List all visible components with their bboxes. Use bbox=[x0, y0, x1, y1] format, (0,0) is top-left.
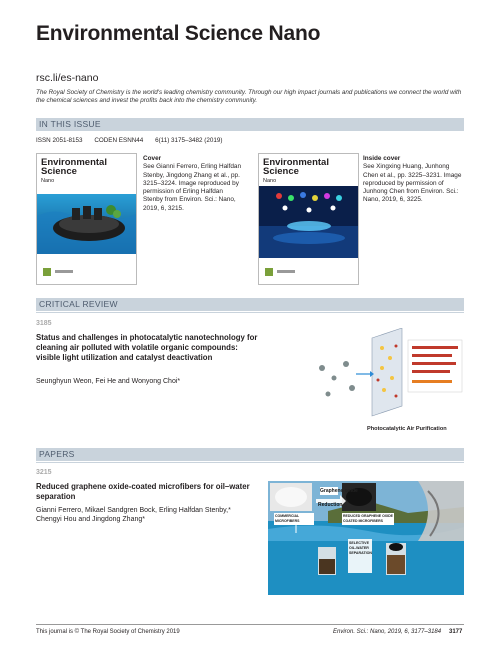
papers-label: PAPERS bbox=[39, 449, 75, 459]
divider bbox=[36, 462, 464, 463]
coden: CODEN ESNN44 bbox=[94, 137, 144, 144]
footer-page-number: 3177 bbox=[449, 629, 463, 635]
fig-label-separation: SELECTIVE OIL-WATER SEPARATION bbox=[349, 541, 373, 555]
critical-review-label: CRITICAL REVIEW bbox=[39, 299, 118, 309]
footer-citation: Environ. Sci.: Nano, 2019, 6, 3177–3184 bbox=[333, 629, 442, 635]
review-authors: Seunghyun Weon, Fei He and Wonyong Choi* bbox=[36, 378, 181, 385]
cover-art bbox=[37, 186, 136, 284]
photocatalysis-figure bbox=[312, 328, 464, 428]
front-cover-image[interactable] bbox=[36, 153, 137, 285]
footer-copyright: This journal is © The Royal Society of Chemistry 2019 bbox=[36, 629, 180, 635]
paper-authors: Gianni Ferrero, Mikael Sandgren Bock, Erling Halfdan Stenby,* Chengyi Hou and Jingdong Zhang* bbox=[36, 507, 231, 523]
review-title[interactable]: Status and challenges in photocatalytic nanotechnology for cleaning air polluted with volatile organic compounds: visible light utilization and catalyst deactivation bbox=[36, 333, 258, 362]
fig-label-rgo-coated: REDUCED GRAPHENE OXIDE COATED MICROFIBERS bbox=[343, 514, 393, 523]
journal-title: Environmental Science Nano bbox=[36, 22, 321, 45]
fig-label-graphene-oxide: Graphene oxide bbox=[320, 488, 358, 494]
inside-cover-caption bbox=[363, 155, 463, 205]
cover-title: Environmental Science bbox=[41, 157, 107, 177]
paper-graphical-abstract bbox=[268, 481, 464, 595]
figure-label: Photocatalytic Air Purification bbox=[367, 426, 447, 432]
issue-band-label: IN THIS ISSUE bbox=[39, 119, 101, 129]
papers-band bbox=[36, 448, 464, 461]
oil-water-figure bbox=[268, 481, 464, 595]
issn-line bbox=[36, 137, 233, 144]
review-page-number: 3185 bbox=[36, 320, 52, 327]
divider bbox=[36, 312, 464, 313]
cover-caption bbox=[143, 155, 243, 213]
cover-title: Environmental Science bbox=[263, 157, 329, 177]
footer-rule bbox=[36, 624, 464, 625]
cover-head: Cover bbox=[143, 155, 162, 162]
issue-band bbox=[36, 118, 464, 131]
cover-subtitle: Nano bbox=[263, 178, 277, 184]
critical-review-band bbox=[36, 298, 464, 311]
fig-label-reduction: Reduction bbox=[318, 502, 343, 508]
journal-url[interactable]: rsc.li/es-nano bbox=[36, 72, 99, 84]
volume-pages: 6(11) 3175–3482 (2019) bbox=[155, 137, 223, 144]
issn: ISSN 2051-8153 bbox=[36, 137, 83, 144]
inside-cover-caption-text: See Xingxing Huang, Junhong Chen et al., pp. 3225–3231. Image reproduced by permission of Junhong Chen from Environ. Sci.: Nano, 2019, 6, 3225. bbox=[363, 163, 462, 204]
cover-subtitle: Nano bbox=[41, 178, 55, 184]
cover-art bbox=[259, 186, 358, 284]
journal-intro: The Royal Society of Chemistry is the world's leading chemistry community. Through our high impact journals and publications we connect the world with the chemical sciences and invest the profits back into the chemistry community. bbox=[36, 89, 462, 105]
inside-cover-head: Inside cover bbox=[363, 155, 401, 162]
paper-page-number: 3215 bbox=[36, 469, 52, 476]
review-graphical-abstract bbox=[312, 328, 464, 440]
paper-title[interactable]: Reduced graphene oxide-coated microfibers for oil–water separation bbox=[36, 482, 250, 501]
cover-caption-text: See Gianni Ferrero, Erling Halfdan Stenby, Jingdong Zhang et al., pp. 3215–3224. Image reproduced by permission of Erling Halfdan Stenby from Environ. Sci.: Nano, 2019, 6, 3215. bbox=[143, 163, 242, 212]
fig-label-commercial: COMMERCIAL MICROFIBERS bbox=[275, 514, 300, 523]
inside-cover-image[interactable] bbox=[258, 153, 359, 285]
